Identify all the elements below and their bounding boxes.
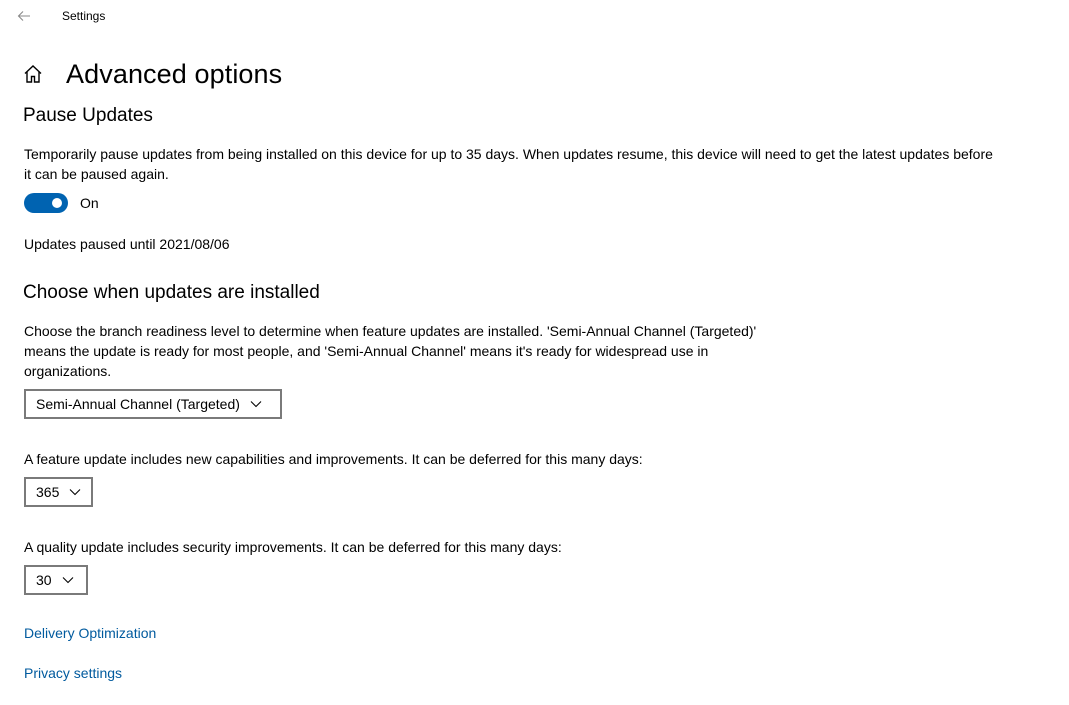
pause-updates-description bbox=[24, 144, 993, 184]
toggle-state-label: On bbox=[80, 195, 99, 211]
home-icon bbox=[23, 64, 43, 84]
quality-days-dropdown[interactable] bbox=[24, 565, 88, 595]
pause-description-line: it can be paused again. bbox=[24, 166, 169, 182]
page-title: Advanced options bbox=[66, 58, 283, 89]
feature-days-value: 365 bbox=[36, 484, 60, 500]
branch-description-line: organizations. bbox=[24, 363, 112, 379]
delivery-optimization-link[interactable]: Delivery Optimization bbox=[24, 625, 157, 641]
quality-days-value: 30 bbox=[36, 572, 52, 588]
home-button[interactable] bbox=[22, 63, 44, 85]
feature-update-label: A feature update includes new capabilities and improvements. It can be deferred for this many days: bbox=[24, 451, 643, 467]
pause-toggle-row bbox=[24, 193, 99, 213]
pause-description-line: Temporarily pause updates from being installed on this device for up to 35 days. When updates resume, this device will need to get the latest updates before bbox=[24, 146, 993, 162]
app-title: Settings bbox=[62, 9, 106, 23]
chevron-down-icon bbox=[69, 488, 81, 496]
chevron-down-icon bbox=[250, 400, 262, 408]
branch-selected-value: Semi-Annual Channel (Targeted) bbox=[36, 396, 240, 412]
pause-status-text: Updates paused until 2021/08/06 bbox=[24, 236, 230, 252]
back-button[interactable] bbox=[14, 6, 34, 26]
branch-description-line: Choose the branch readiness level to determine when feature updates are installed. 'Semi-Annual Channel (Targeted)' bbox=[24, 323, 757, 339]
toggle-knob bbox=[52, 198, 62, 208]
feature-days-dropdown[interactable] bbox=[24, 477, 93, 507]
quality-update-label: A quality update includes security improvements. It can be deferred for this many days: bbox=[24, 539, 562, 555]
chevron-down-icon bbox=[62, 576, 74, 584]
branch-readiness-dropdown[interactable] bbox=[24, 389, 282, 419]
pause-updates-toggle[interactable] bbox=[24, 193, 68, 213]
choose-updates-heading: Choose when updates are installed bbox=[23, 282, 320, 303]
back-arrow-icon bbox=[17, 10, 31, 22]
pause-updates-heading: Pause Updates bbox=[23, 105, 153, 126]
page-header bbox=[22, 56, 282, 92]
branch-description bbox=[24, 321, 756, 381]
privacy-settings-link[interactable]: Privacy settings bbox=[24, 665, 123, 681]
branch-description-line: means the update is ready for most people, and 'Semi-Annual Channel' means it's ready for widespread use in bbox=[24, 343, 709, 359]
title-bar bbox=[0, 0, 1069, 33]
